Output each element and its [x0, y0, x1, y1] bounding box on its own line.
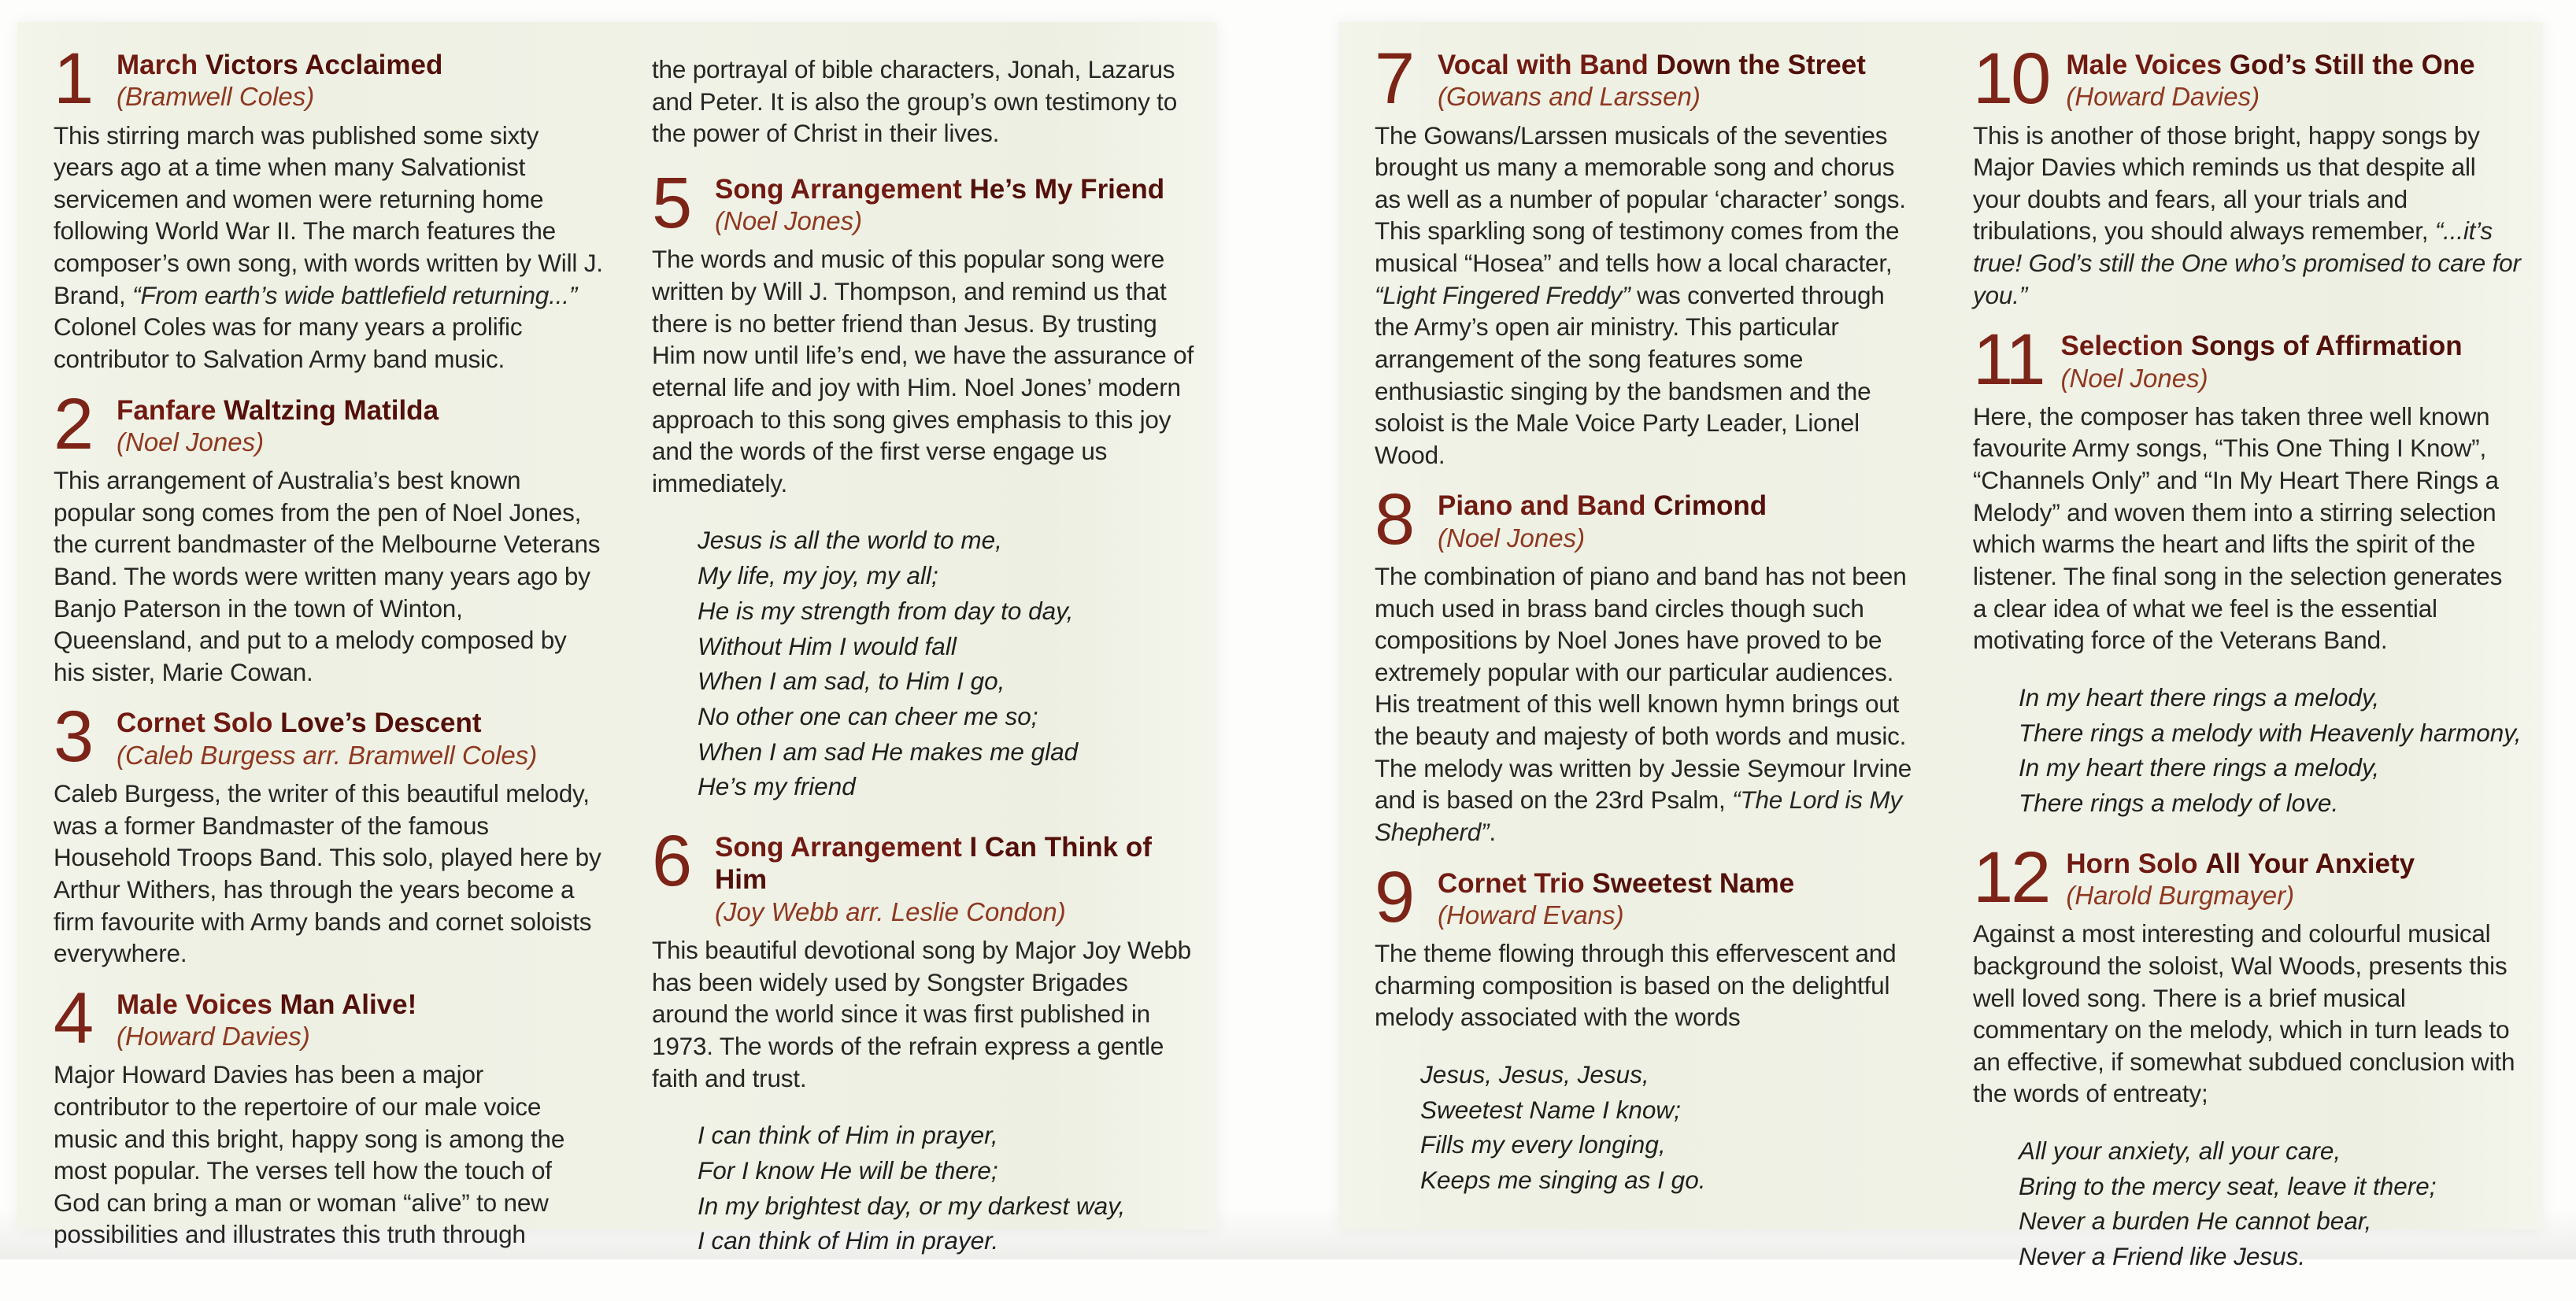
- track-number: 2: [54, 383, 92, 464]
- track-description: The theme flowing through this effervescent and charming composition is based on the delightful melody associated with the words: [1375, 939, 1897, 1032]
- track-entry-10: [1973, 39, 2522, 311]
- track-genre: Vocal with Band: [1438, 50, 1649, 80]
- track-number: 5: [652, 162, 690, 243]
- track-credit: (Howard Evans): [1438, 900, 1624, 930]
- track-title: Victors Acclaimed: [205, 50, 443, 80]
- booklet-page-right: [1338, 22, 2543, 1271]
- track-entry-9: [1375, 856, 1924, 1033]
- verse-line: He is my strength from day to day,: [698, 596, 1074, 625]
- verse-line: My life, my joy, my all;: [698, 561, 938, 590]
- track-number: 11: [1973, 320, 2044, 401]
- track-credit: (Noel Jones): [117, 427, 265, 456]
- track-entry-6: [652, 821, 1201, 1094]
- verse-line: There rings a melody of love.: [2019, 789, 2339, 817]
- track-number: 10: [1973, 39, 2049, 119]
- track-entry-11: [1973, 320, 2522, 656]
- right-column-1: [1375, 39, 1924, 1301]
- track-description: This stirring march was published some sixty years ago at a time when many Salvationist servicemen and women were returning home following World War II. The march features the composer’s own song, with words written by Will J. Brand, “From earth’s wide battlefield returning...” Colonel Coles was for many years a prolific contributor to Salvation Army band music.: [54, 120, 603, 373]
- track-credit: (Caleb Burgess arr. Bramwell Coles): [117, 740, 538, 770]
- left-column-2: [652, 49, 1201, 1285]
- verse-line: In my brightest day, or my darkest way,: [698, 1191, 1126, 1220]
- verse-line: Never a Friend like Jesus.: [2019, 1242, 2306, 1271]
- verse-line: All your anxiety, all your care,: [2019, 1137, 2341, 1166]
- track-credit: (Bramwell Coles): [117, 82, 315, 112]
- track-credit: (Noel Jones): [1438, 523, 1586, 553]
- verse-line: For I know He will be there;: [698, 1155, 998, 1185]
- track-number: 7: [1375, 39, 1413, 119]
- track-entry-5: [652, 162, 1201, 500]
- track-title: Waltzing Matilda: [224, 394, 439, 426]
- track-number: 6: [652, 821, 690, 902]
- track-title: Love’s Descent: [280, 708, 482, 739]
- track-description: The words and music of this popular song were written by Will J. Thompson, and remind us that there is no better friend than Jesus. By trusting Him now until life’s end, we have the assurance of eternal life and joy with Him. Noel Jones’ modern approach to this song gives emphasis to this joy and the words of the first verse engage us immediately.: [652, 245, 1194, 497]
- track-description: Major Howard Davies has been a major contributor to the repertoire of our male voice music and this bright, happy song is among the most popular. The verses tell how the touch of God can bring a man or woman “alive” to new possibilities and illustrates this truth through: [54, 1060, 565, 1249]
- verse-block: [698, 523, 1201, 804]
- left-column-1: [54, 39, 603, 1285]
- track-credit: (Noel Jones): [2060, 363, 2208, 393]
- track-title: He’s My Friend: [969, 173, 1165, 205]
- track-description: This beautiful devotional song by Major Joy Webb has been widely used by Songster Brigades around the world since it was first published in 1973. The words of the refrain express a gentle faith and trust.: [652, 936, 1191, 1092]
- right-column-2: [1973, 39, 2522, 1301]
- track-entry-2: [54, 383, 603, 689]
- booklet-page-left: [17, 22, 1217, 1255]
- track-genre: Song Arrangement: [715, 832, 962, 863]
- verse-line: Jesus, Jesus, Jesus,: [1420, 1060, 1649, 1089]
- track-genre: Selection: [2060, 331, 2184, 362]
- verse-block: [698, 1118, 1201, 1258]
- track-entry-8: [1375, 479, 1924, 848]
- track-description: This arrangement of Australia’s best known popular song comes from the pen of Noel Jones, the current bandmaster of the Melbourne Veterans Band. The words were written many years ago by Banjo Paterson in the town of Winton, Queensland, and put to a melody composed by his sister, Marie Cowan.: [54, 466, 601, 686]
- verse-line: Jesus is all the world to me,: [698, 526, 1002, 555]
- track-title: Down the Street: [1656, 50, 1866, 80]
- verse-line: Fills my every longing,: [1420, 1130, 1666, 1159]
- track-number: 8: [1375, 479, 1413, 560]
- track-title: Crimond: [1653, 490, 1767, 522]
- track-entry-12: [1973, 837, 2522, 1110]
- verse-block: [2019, 1133, 2522, 1274]
- track-description: This is another of those bright, happy songs by Major Davies which reminds us that despite all your doubts and fears, all your trials and tribulations, you should always remember, “...it’s true! God’s still the One who’s promised to care for you.”: [1973, 120, 2521, 309]
- track-number: 4: [54, 978, 92, 1059]
- verse-line: He’s my friend: [698, 772, 856, 801]
- track-credit: (Gowans and Larssen): [1438, 82, 1701, 112]
- track-number: 9: [1375, 856, 1413, 937]
- track-genre: Male Voices: [2066, 50, 2223, 80]
- track-number: 1: [54, 39, 92, 119]
- track-genre: Piano and Band: [1438, 490, 1646, 522]
- track-credit: (Howard Davies): [117, 1022, 310, 1052]
- track-description: Against a most interesting and colourful musical background the soloist, Wal Woods, presents this well loved song. There is a brief musical commentary on the melody, which in turn leads to an effective, if somewhat subdued conclusion with the words of entreaty;: [1973, 919, 2515, 1108]
- track-genre: March: [117, 50, 198, 80]
- track-entry-3: [54, 697, 603, 969]
- track-genre: Horn Solo: [2066, 848, 2198, 879]
- track-number: 3: [54, 697, 92, 778]
- verse-line: When I am sad He makes me glad: [698, 737, 1079, 766]
- verse-line: No other one can cheer me so;: [698, 702, 1038, 731]
- verse-line: When I am sad, to Him I go,: [698, 667, 1005, 696]
- track-title: I Can Think of Him: [715, 832, 1152, 896]
- verse-line: Never a burden He cannot bear,: [2019, 1207, 2372, 1236]
- track-credit: (Noel Jones): [715, 206, 863, 236]
- track-entry-7: [1375, 39, 1924, 471]
- track-genre: Song Arrangement: [715, 173, 962, 205]
- verse-line: I can think of Him in prayer,: [698, 1121, 998, 1150]
- track-number: 12: [1973, 837, 2049, 918]
- track-genre: Cornet Trio: [1438, 867, 1585, 899]
- verse-line: Sweetest Name I know;: [1420, 1095, 1681, 1124]
- track-title: All Your Anxiety: [2205, 848, 2415, 879]
- verse-line: I can think of Him in prayer.: [698, 1226, 999, 1255]
- track-title: Songs of Affirmation: [2190, 331, 2463, 362]
- track-genre: Cornet Solo: [117, 708, 273, 739]
- track-credit: (Joy Webb arr. Leslie Condon): [715, 896, 1066, 926]
- track-description: Caleb Burgess, the writer of this beautiful melody, was a former Bandmaster of the famous Household Troops Band. This solo, played here by Arthur Withers, has through the years become a firm favourite with Army bands and cornet soloists everywhere.: [54, 779, 601, 968]
- track-credit: (Harold Burgmayer): [2066, 881, 2295, 911]
- track-description: Here, the composer has taken three well known favourite Army songs, “This One Thing I Know”, “Channels Only” and “In My Heart There Rings a Melody” and woven them into a stirring selection which warms the heart and lifts the spirit of the listener. The final song in the selection generates a clear idea of what we feel is the essential motivating force of the Veterans Band.: [1973, 401, 2503, 655]
- track-genre: Male Voices: [117, 989, 272, 1020]
- track-genre: Fanfare: [117, 394, 217, 426]
- track-title: God’s Still the One: [2229, 50, 2475, 80]
- track-entry-4: [54, 978, 603, 1251]
- page-seam: [1217, 0, 1338, 1259]
- verse-block: [1420, 1057, 1924, 1198]
- track-credit: (Howard Davies): [2066, 82, 2260, 112]
- track-description: The Gowans/Larssen musicals of the seventies brought us many a memorable song and chorus as well as a number of popular ‘character’ songs. This sparkling song of testimony comes from the musical “Hosea” and tells how a local character, “Light Fingered Freddy” was converted through the Army’s open air ministry. This particular arrangement of the song features some enthusiastic singing by the bandsmen and the soloist is the Male Voice Party Leader, Lionel Wood.: [1375, 120, 1906, 469]
- verse-line: Without Him I would fall: [698, 631, 957, 660]
- verse-line: In my heart there rings a melody,: [2019, 682, 2380, 711]
- verse-line: Bring to the mercy seat, leave it there;: [2019, 1171, 2437, 1200]
- track-description: The combination of piano and band has not been much used in brass band circles though such compositions by Noel Jones have proved to be extremely popular with our particular audiences. His treatment of this well known hymn brings out the beauty and majesty of both words and music. The melody was written by Jessie Seymour Irvine and is based on the 23rd Psalm, “The Lord is My Shepherd”.: [1375, 561, 1912, 846]
- track-title: Sweetest Name: [1592, 867, 1795, 899]
- verse-line: There rings a melody with Heavenly harmony,: [2019, 718, 2522, 747]
- verse-line: In my heart there rings a melody,: [2019, 753, 2380, 782]
- paragraph-continuation: the portrayal of bible characters, Jonah, Lazarus and Peter. It is also the group’s own testimony to the power of Christ in their lives.: [652, 55, 1178, 148]
- track-entry-1: [54, 39, 603, 375]
- verse-line: Keeps me singing as I go.: [1420, 1166, 1706, 1195]
- track-title: Man Alive!: [279, 989, 417, 1020]
- verse-block: [2019, 680, 2522, 821]
